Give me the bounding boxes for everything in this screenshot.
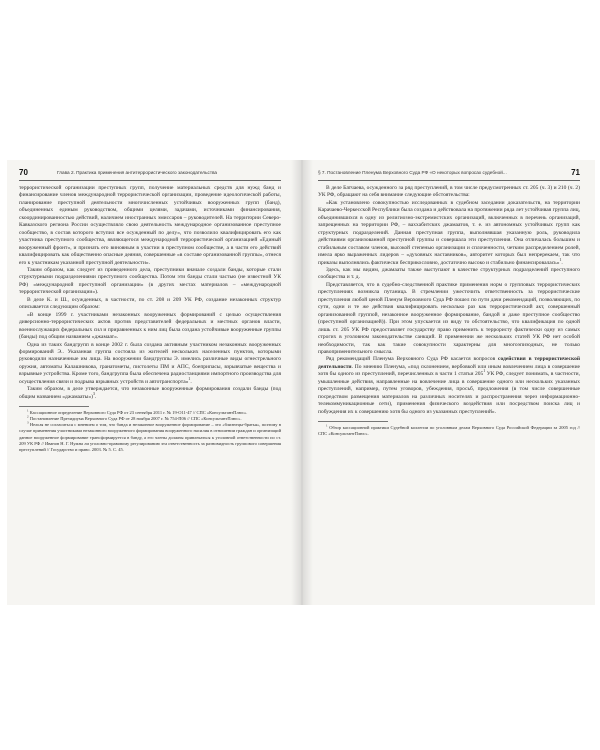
- paragraph: Одна из таких бандгрупп в конце 2002 г. была создана активным участником незаконных вооруженных формирований Э.. Указанная группа состояла из жителей нескольких населенных пунктов, которыми руководили назначенные им лица. На вооружении бандгруппы Э. имелись различные виды огнестрельного оружия, автоматы Калашникова, гранатометы, пистолеты ПМ и АПС, боеприпасы, взрывчатые вещества и взрывные устройства. Кроме того, бандгруппа была обеспечена радиостанциями импортного производства для осуществления связи и подрыва взрывных устройств и автотранспорта»$^1$.: [19, 341, 281, 385]
- running-header: [318, 168, 580, 181]
- book-gutter: [291, 160, 313, 605]
- footnote: $^3$ Нельзя не согласиться с мнением о том, что банда и незаконное вооруженное формирование – это «близнецы-братья», поэтому в случае применения участниками незаконного вооруженного формирования вооруженного насилия в отношении граждан и организаций данное вооруженное формирование трансформируется в банду, а его члены должны привлекаться к уголовной ответственности по ст. 209 УК РФ // Иванов Н. Г. Нужна ли уголовно-правовому регулированию эта ответственность за разновидность группового совершения преступлений // Государство и право. 2003. № 5. С. 45.: [19, 420, 281, 452]
- page-number: 70: [19, 168, 28, 177]
- footnote: $^1$ Кассационное определение Верховного Суда РФ от 23 сентября 2011 г. № 19-О11-47 // СПС «КонсультантПлюс».: [27, 408, 248, 416]
- paragraph: Таким образом, в деле утверждается, что незаконные вооруженные формирования создали банды (под общим названием «джамааты»)$^3$.: [19, 386, 281, 400]
- paragraph: В деле К. и Ш., осужденных, в частности, по ст. 208 и 209 УК РФ, создание незаконных структур описывается следующим образом:: [19, 296, 281, 311]
- paragraph: Здесь, как мы видим, джамааты также выступают в качестве структурных подразделений преступного сообщества и т. д.: [318, 266, 580, 281]
- footnotes: [19, 410, 281, 453]
- page-body: [318, 185, 580, 416]
- left-page: [19, 168, 281, 600]
- paragraph: террористической организации преступных групп, получение материальных средств для нужд банд и финансирование членов международной террористической организации, проведение идеологической работы, планирование преступной деятельности многочисленных устойчивых вооруженных групп (банд), объединенных единым руководством, общими целями, задачами, источниками финансирования, скоординированностью действий, наличием иностранных эмиссаров – руководителей. На территории Северо-Кавказского региона России осуществляло свою деятельность международное организованное преступное сообщество, в состав которого вступил все осужденный по делу», что позволило квалифицировать его как участника преступного сообщества, являющегося международной террористической организацией «Единый вооруженный фронт», и признать его виновным в участии в преступном сообществе, а в части его действий квалифицировать как общественно опасные деяния, совершенные «в составе организованной группы», отнеся его к участникам указанной преступной деятельности».: [19, 185, 281, 266]
- paragraph: Представляется, что в судебно-следственной практике применения норм о групповых террористических преступлениях возникла путаница. В стремлении ужесточить ответственность за террористические преступления любой ценой Пленум Верховного Суда РФ пошел по пути дачи рекомендаций, позволяющих, по сути, одни и те же действия квалифицировать несколько раз как террористический акт, совершенный организованной группой, незаконное вооруженное формирование, бандой и даже преступное сообщество (преступной организацией)). При этом упускается из виду то обстоятельство, что квалификация по одной лишь ст. 205 УК РФ предоставляет государству право применить к террористу фактически одну из самых строгих в уголовном законодательстве санкций. В применении же нескольких статей УК РФ нет особой необходимости, так как такие совокупности характерны для многоэпизодных, не только правоприменительного смысла.: [318, 281, 580, 355]
- paragraph: «В конце 1999 г. участниками незаконных вооруженных формирований с целью осуществления диверсионно-террористических актов против представителей федеральных и местных органов власти, военнослужащих федеральных сил и приравненных к ним лиц была создана устойчивые вооруженные группы (банды) под общим названием «джамаат».: [19, 311, 281, 341]
- right-page: [318, 168, 580, 600]
- footnote: $^2$ Постановление Президиума Верховного Суда РФ от 28 ноября 2007 г. № 754-П06 // СПС «КонсультантПлюс».: [27, 414, 242, 422]
- page-number: 71: [571, 168, 580, 177]
- running-head-text: § 7. Постановление Пленума Верховного Суда РФ «О некоторых вопросах судебной...: [318, 170, 507, 175]
- footnote: $^1$ Обзор кассационной практики Судебной коллегии по уголовным делам Верховного Суда Российской Федерации за 2005 год // СПС «КонсультантПлюс».: [318, 423, 580, 437]
- paragraph: Ряд рекомендаций Пленума Верховного Суда РФ касается вопросов содействия в террористической деятельности. По мнению Пленума, «под склонением, вербовкой или иным вовлечением лица в совершение хотя бы одного из преступлений, перечисленных в части 1 статьи $205^1$ УК РФ, следует понимать, в частности, умышленные действия, направленные на вовлечение лица в совершение одного или нескольких указанных преступлений, например, путем уговоров, убеждения, просьб, предложения (в том числе совершенные посредством размещения материалов на различных носителях и распространения через информационно-телекоммуникационные сети), применения физического воздействия или посредством поиска лиц и побуждения их к совершению хотя бы одного из указанных преступлений».: [318, 356, 580, 415]
- footnotes: [318, 425, 580, 437]
- running-head-text: Глава 2. Практика применения антитеррористического законодательства: [57, 170, 218, 175]
- running-header: [19, 168, 281, 181]
- book-spread: [7, 160, 595, 605]
- paragraph: В деле Батчаева, осужденного за ряд преступлений, в том числе предусмотренных ст. 205 (ч. 3) и 210 (ч. 2) УК РФ, обращают на себя внимание следующие обстоятельства:: [318, 185, 580, 199]
- paragraph: Таким образом, как следует из приведенного дела, преступники вначале создали банды, которые стали структурными подразделениями преступного сообщества. Потом эти банды стали частью (не известной УК РФ) «международной преступной организации» (в других местах материалов – «международной террористической организации»).: [19, 266, 281, 296]
- footnote-rule: [318, 421, 388, 422]
- paragraph: «Как установлено совокупностью исследованных в судебном заседании доказательств, на территории Карачаево-Черкесской Республики была создана и действовала на протяжении ряда лет устойчивая группа лиц, объединившихся в одну из религиозно-экстремистских организаций, включенных в перечень организаций, запрещенных на территории РФ, – ваххабитских джамаатов, т. е. из автономных устойчивых групп как структурных подразделений. Данная преступная группа, выполнявшая указанную роль, руководила действиями организованной преступной группы и совершала эти преступления. Она отличалась большим и стабильным составом членов, высокой степенью организации и сплоченности, четким распределением ролей, имела ярко выраженных лидеров – «духовных наставников», авторитет которых был непререкаем, так что приказы выполнялись фактически бесприкословно, достаточно высоко и стабильно финансировалась»$^1$.: [318, 199, 580, 266]
- footnote-rule: [19, 406, 89, 407]
- page-body: [19, 185, 281, 401]
